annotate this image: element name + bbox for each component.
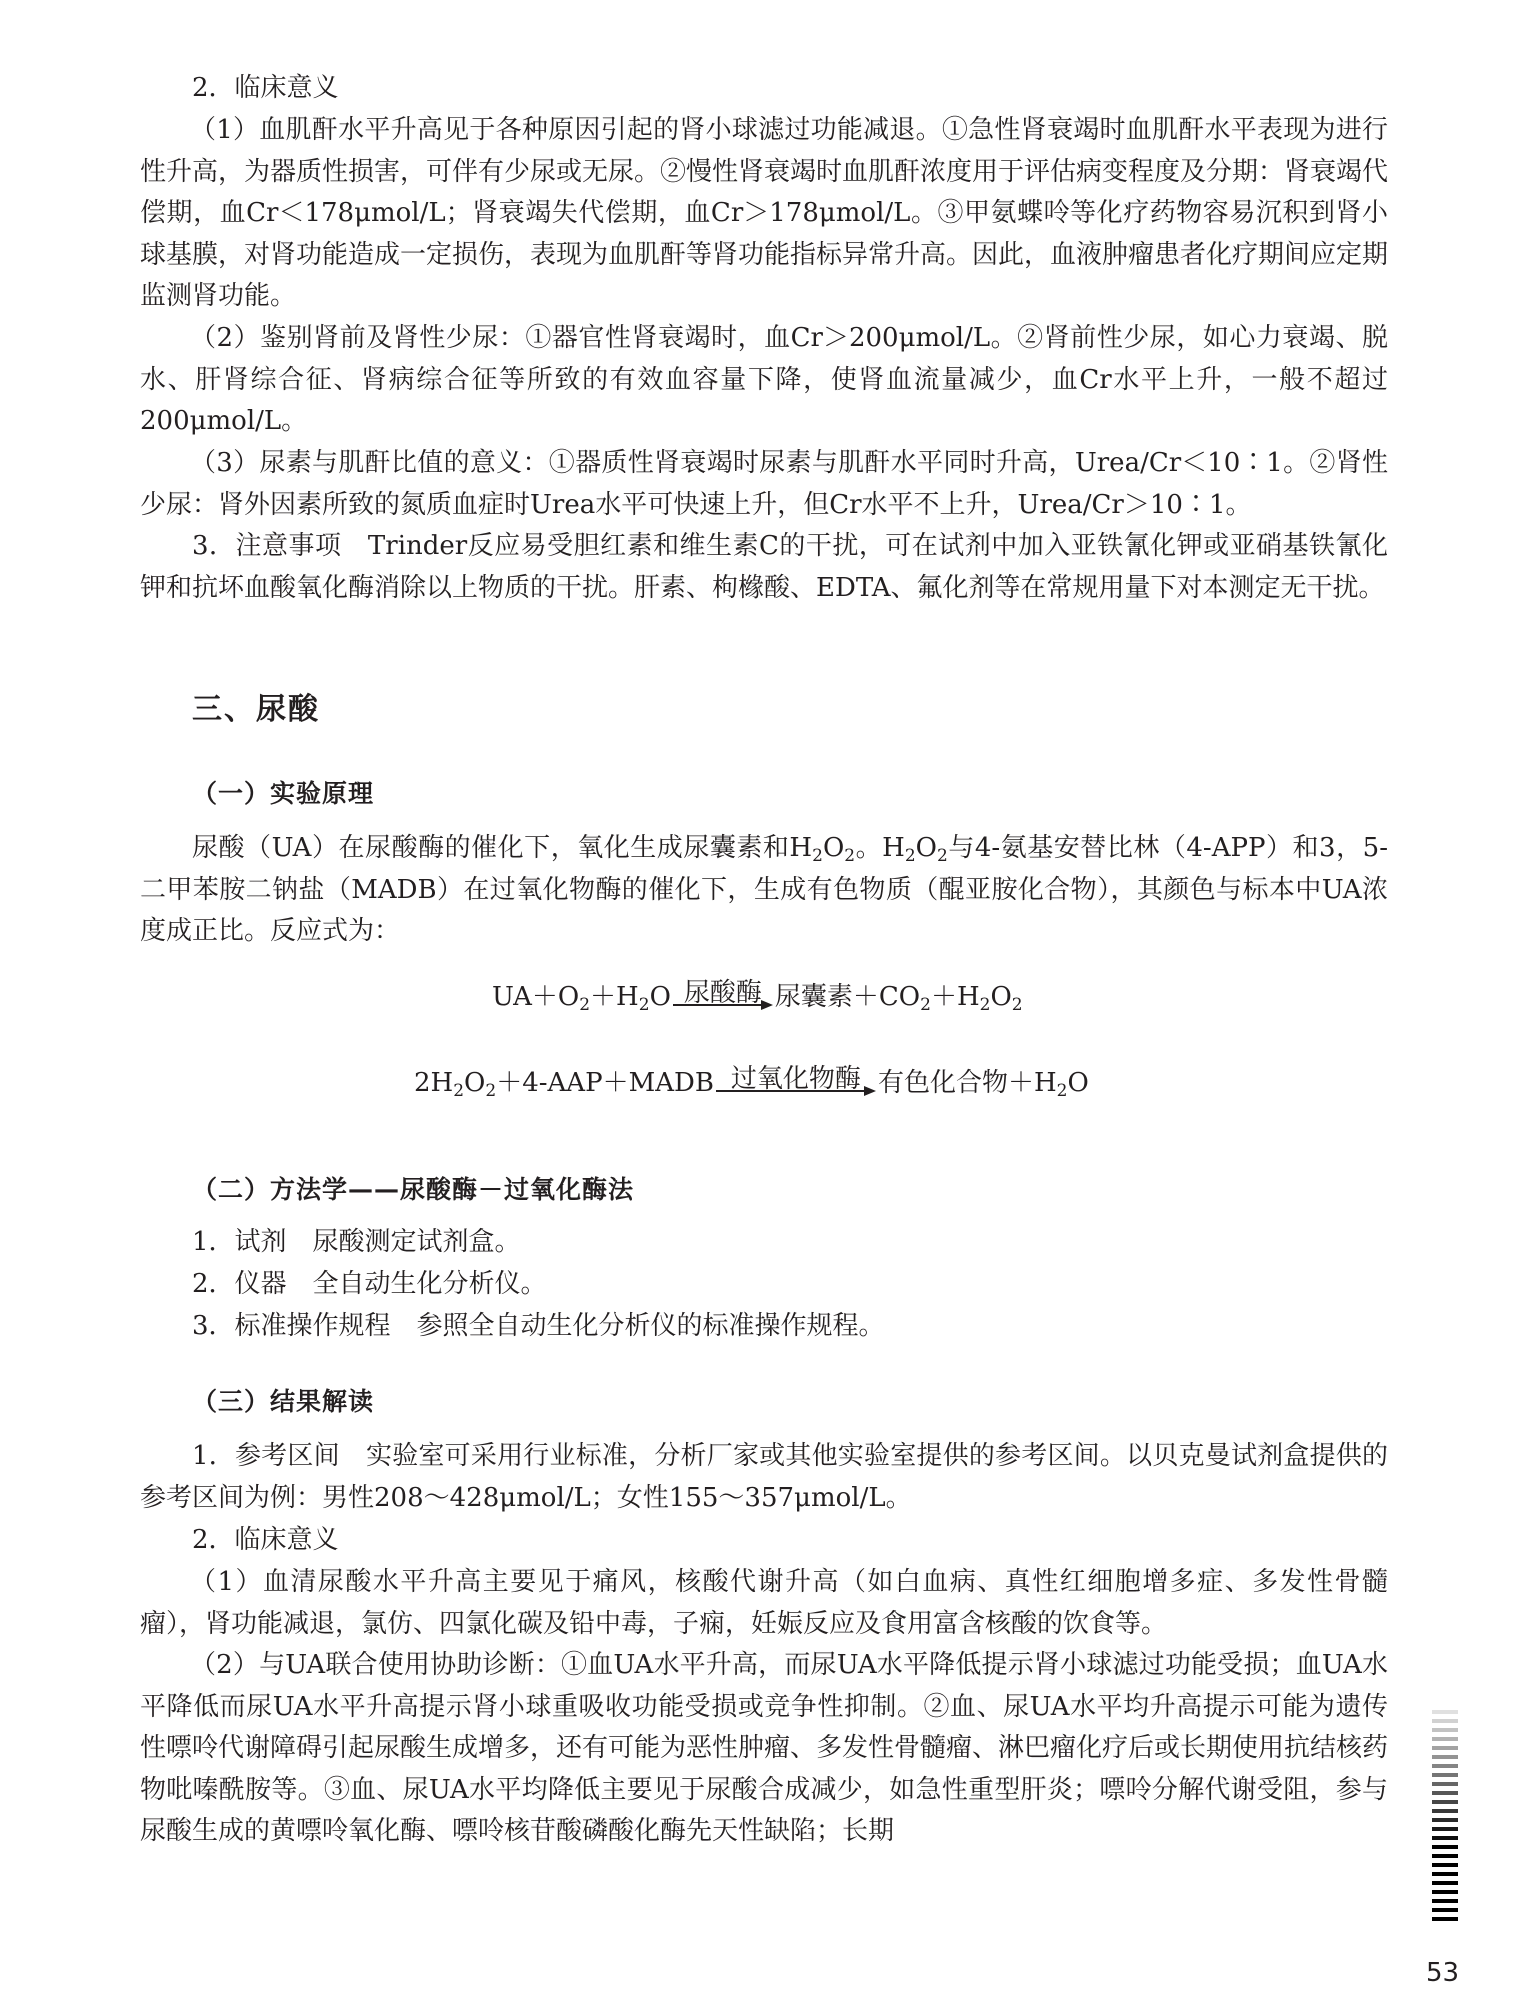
reaction-equation-1: $UA+O_2+H_2O$ 尿酸酶 尿囊素$+CO_2+H_2O_2$ [492,978,1023,1015]
reaction-equation-2: $2H_2O_2+4-AAP+MADB$ 过氧化物酶 有色化合物$+H_2O$ [414,1064,1089,1101]
section-uric-acid-title: 三、尿酸 [192,692,320,727]
clinical-significance-heading: 2．临床意义 [192,73,339,103]
reaction-arrow-1 [671,980,775,1010]
enzyme-label-1: 尿酸酶 [683,978,762,1008]
principle-heading: （一）实验原理 [192,779,375,808]
ua-clinical-paragraph-1: （1）血清尿酸水平升高主要见于痛风，核酸代谢升高（如白血病、真性红细胞增多症、多发性骨髓瘤），肾功能减退，氯仿、四氯化碳及铅中毒，子痫，妊娠反应及食用富含核酸的饮食等。 [140,1567,1388,1639]
method-item-sop: 3．标准操作规程 参照全自动生化分析仪的标准操作规程。 [192,1311,885,1341]
reaction-arrow-2 [714,1066,878,1096]
method-item-reagent: 1．试剂 尿酸测定试剂盒。 [192,1227,521,1257]
ua-clinical-heading: 2．临床意义 [192,1525,339,1555]
precautions-paragraph: 3．注意事项 Trinder反应易受胆红素和维生素C的干扰，可在试剂中加入亚铁氰化钾或亚硝基铁氰化钾和抗坏血酸氧化酶消除以上物质的干扰。肝素、枸橼酸、EDTA、氟化剂等在常规用量下对本测定无干扰。 [140,531,1388,603]
method-item-instrument: 2．仪器 全自动生化分析仪。 [192,1269,547,1299]
ua-clinical-paragraph-2: （2）与UA联合使用协助诊断：①血UA水平升高，而尿UA水平降低提示肾小球滤过功能受损；血UA水平降低而尿UA水平升高提示肾小球重吸收功能受损或竞争性抑制。②血、尿UA水平均升高提示可能为遗传性嘌呤代谢障碍引起尿酸生成增多，还有可能为恶性肿瘤、多发性骨髓瘤、淋巴瘤化疗后或长期使用抗结核药物吡嗪酰胺等。③血、尿UA水平均降低主要见于尿酸合成减少，如急性重型肝炎；嘌呤分解代谢受阻，参与尿酸生成的黄嘌呤氧化酶、嘌呤核苷酸磷酸化酶先天性缺陷；长期 [140,1650,1389,1846]
principle-paragraph: 尿酸（UA）在尿酸酶的催化下，氧化生成尿囊素和$H_2O_2$。$H_2O_2$与4-氨基安替比林（4-APP）和3，5-二甲苯胺二钠盐（MADB）在过氧化物酶的催化下，生成有色物质（醌亚胺化合物），其颜色与标本中UA浓度成正比。反应式为： [140,833,1388,946]
method-heading: （二）方法学——尿酸酶－过氧化酶法 [192,1175,635,1204]
reference-interval-paragraph: 1．参考区间 实验室可采用行业标准，分析厂家或其他实验室提供的参考区间。以贝克曼试剂盒提供的参考区间为例：男性208～428μmol/L；女性155～357μmol/L。 [140,1441,1388,1513]
creatinine-paragraph-3: （3）尿素与肌酐比值的意义：①器质性肾衰竭时尿素与肌酐水平同时升高，Urea/Cr＜10∶1。②肾性少尿：肾外因素所致的氮质血症时Urea水平可快速上升，但Cr水平不上升，Urea/Cr＞10∶1。 [140,448,1388,520]
enzyme-label-2: 过氧化物酶 [730,1064,861,1094]
page-edge-thumb-marks [1432,1710,1458,1926]
creatinine-paragraph-1: （1）血肌酐水平升高见于各种原因引起的肾小球滤过功能减退。①急性肾衰竭时血肌酐水平表现为进行性升高，为器质性损害，可伴有少尿或无尿。②慢性肾衰竭时血肌酐浓度用于评估病变程度及分期：肾衰竭代偿期，血Cr＜178μmol/L；肾衰竭失代偿期，血Cr＞178μmol/L。③甲氨蝶呤等化疗药物容易沉积到肾小球基膜，对肾功能造成一定损伤，表现为血肌酐等肾功能指标异常升高。因此，血液肿瘤患者化疗期间应定期监测肾功能。 [140,115,1389,311]
creatinine-paragraph-2: （2）鉴别肾前及肾性少尿：①器官性肾衰竭时，血Cr＞200μmol/L。②肾前性少尿，如心力衰竭、脱水、肝肾综合征、肾病综合征等所致的有效血容量下降，使肾血流量减少，血Cr水平上升，一般不超过200μmol/L。 [140,323,1388,436]
page-number: 53 [1426,1958,1460,1988]
results-heading: （三）结果解读 [192,1387,375,1416]
